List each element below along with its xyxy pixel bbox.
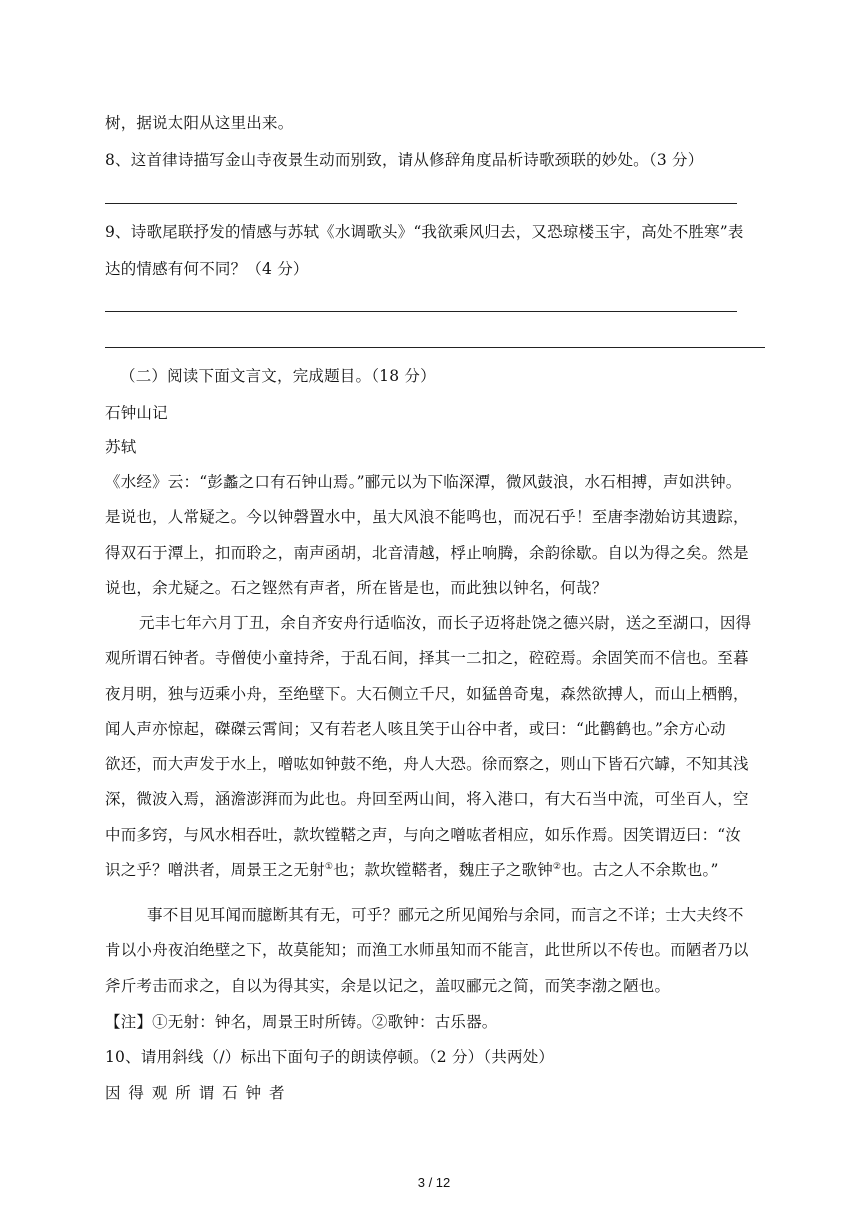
question-9: 9、诗歌尾联抒发的情感与苏轼《水调歌头》“我欲乘风归去，又恐琼楼玉宇，高处不胜寒”表 (105, 223, 744, 241)
passage-line: 闻人声亦惊起，磔磔云霄间；又有若老人咳且笑于山谷中者，或曰：“此鹳鹤也。”余方心动 (105, 720, 726, 738)
passage-line: 肯以小舟夜泊绝壁之下，故莫能知；而渔工水师虽知而不能言，此世所以不传也。而陋者乃以 (105, 941, 749, 959)
passage-line: 观所谓石钟者。寺僧使小童持斧，于乱石间，择其一二扣之，硿硿焉。余固笑而不信也。至暮 (105, 649, 749, 667)
answer-line[interactable] (105, 347, 765, 348)
question-9-cont: 达的情感有何不同？（4 分） (105, 260, 309, 278)
passage-line: 《水经》云：“彭蠡之口有石钟山焉。”郦元以为下临深潭，微风鼓浪，水石相搏，声如洪钟。 (105, 473, 742, 491)
page-number: 3 / 12 (417, 1175, 451, 1190)
passage-line: 夜月明，独与迈乘小舟，至绝壁下。大石侧立千尺，如猛兽奇鬼，森然欲搏人，而山上栖鹘， (105, 685, 749, 703)
passage-text: 也；款坎镗鞳者，魏庄子之歌钟 (333, 861, 553, 879)
footnote-marker: ② (552, 861, 562, 872)
answer-line[interactable] (105, 311, 737, 312)
passage-text: 也。古之人不余欺也。” (561, 861, 719, 879)
question-10-sentence: 因 得 观 所 谓 石 钟 者 (105, 1084, 286, 1102)
passage-line: 欲还，而大声发于水上，噌吰如钟鼓不绝，舟人大恐。徐而察之，则山下皆石穴罅，不知其浅 (105, 755, 749, 773)
footnote: 【注】①无射：钟名，周景王时所铸。②歌钟：古乐器。 (105, 1013, 498, 1031)
passage-title: 石钟山记 (105, 404, 168, 422)
passage-line: 事不目见耳闻而臆断其有无，可乎？郦元之所见闻殆与余同，而言之不详；士大夫终不 (147, 906, 744, 924)
passage-line: 说也，余尤疑之。石之铿然有声者，所在皆是也，而此独以钟名，何哉？ (105, 579, 608, 597)
question-8: 8、这首律诗描写金山寺夜景生动而别致，请从修辞角度品析诗歌颈联的妙处。（3 分） (105, 151, 704, 169)
footnote-marker: ① (324, 861, 334, 872)
question-10: 10、请用斜线（/）标出下面句子的朗读停顿。（2 分）（共两处） (105, 1048, 555, 1066)
passage-author: 苏轼 (105, 438, 137, 456)
passage-line: 深，微波入焉，涵澹澎湃而为此也。舟回至两山间，将入港口，有大石当中流，可坐百人，空 (105, 790, 749, 808)
passage-text: 识之乎？噌洪者，周景王之无射 (105, 861, 325, 879)
passage-line: 是说也，人常疑之。今以钟磬置水中，虽大风浪不能鸣也，而况石乎！至唐李渤始访其遗踪， (105, 508, 749, 526)
answer-line[interactable] (105, 203, 737, 204)
passage-line: 元丰七年六月丁丑，余自齐安舟行适临汝，而长子迈将赴饶之德兴尉，送之至湖口，因得 (139, 614, 752, 632)
section-heading: （二）阅读下面文言文，完成题目。（18 分） (120, 367, 436, 385)
passage-line: 中而多窍，与风水相吞吐，款坎镗鞳之声，与向之噌吰者相应，如乐作焉。因笑谓迈曰：“汝 (105, 826, 742, 844)
passage-line: 得双石于潭上，扣而聆之，南声函胡，北音清越，桴止响腾，余韵徐歇。自以为得之矣。然是 (105, 544, 749, 562)
passage-line: 斧斤考击而求之，自以为得其实，余是以记之，盖叹郦元之简，而笑李渤之陋也。 (105, 977, 671, 995)
passage-line (105, 860, 719, 880)
text-line: 树，据说太阳从这里出来。 (105, 114, 294, 132)
